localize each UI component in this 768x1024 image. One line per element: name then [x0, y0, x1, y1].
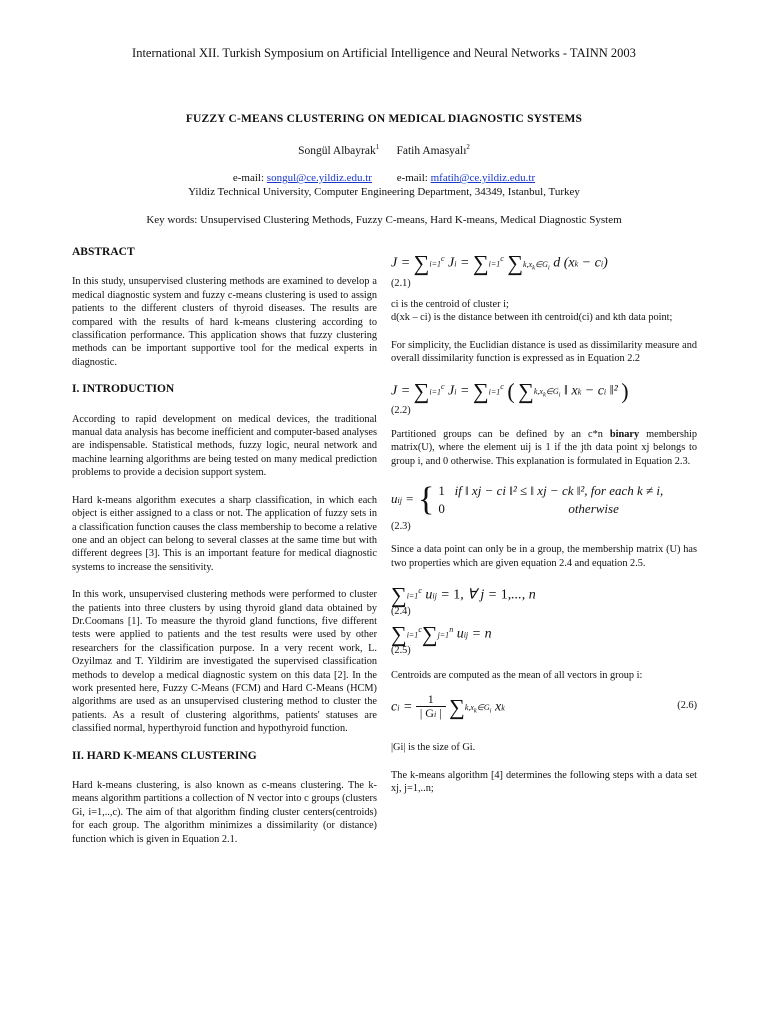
equation-2-6: ci = $\frac{1}{| Gi |}$ $\sum k,x_k\in G_i$ xk: [391, 691, 505, 720]
email-label-2: e-mail:: [396, 172, 428, 184]
email-link-2[interactable]: mfatih@ce.yildiz.edu.tr: [430, 172, 536, 184]
d-definition: d(xk – ci) is the distance between ith centroid(ci) and kth data point;: [391, 312, 673, 324]
emails: [0, 172, 768, 184]
equation-2-1: $J = \sum i=1^c$ $Ji = \sum i=1^c$ $\sum k,x_k\in G_i$ d (xk − ci): [391, 250, 608, 276]
intro-paragraph-2: Hard k-means algorithm executes a sharp classification, in which each object is either assigned to a class or not. The application of fuzzy sets in a classification function causes the class membership to become a relative one and an object can belong to several classes at the same time but with different degrees [3]. This is an important feature for medical diagnostic systems to increase the sensitivity.: [72, 494, 377, 573]
ci-definition: ci is the centroid of cluster i;: [391, 299, 509, 311]
paper-title: FUZZY C-MEANS CLUSTERING ON MEDICAL DIAGNOSTIC SYSTEMS: [185, 113, 583, 125]
eq-2-1-label: (2.1): [391, 277, 411, 289]
email-label-1: e-mail:: [232, 172, 265, 184]
gi-definition: |Gi| is the size of Gi.: [391, 742, 476, 754]
affiliation: Yildiz Technical University, Computer Engineering Department, 34349, Istanbul, Turkey: [188, 186, 580, 198]
author-2: Fatih Amasyalı: [396, 144, 467, 157]
eq-2-3-otherwise: otherwise: [568, 500, 619, 516]
author-1-sup: 1: [375, 143, 380, 151]
equation-2-5: $\sum i=1^c\sum j=1^n$ uij = n: [391, 621, 492, 647]
intro-paragraph-3: In this work, unsupervised clustering methods were performed to cluster the patients into three clusters by using thyroid gland data obtained by Dr.Coomans [1]. To measure the thyroid gland functions, five different tests were applied to patients and the test results were used by other researchers for the classification purpose. In a very recent work, L. Ozyilmaz and T. Yildirim are investigated the supervised classification methods to develop a medical diagnostic system on this data [2]. In the work presented here, Fuzzy C-Means (FCM) and Hard C-Means (HCM) algorithms are used as an unsupervised clustering method to cluster the patients. As a result of clustering algorithms, patients' statuses are classified normal, hyperthyroid function and hypothyroid function.: [72, 589, 377, 735]
equation-2-2: $J = \sum i=1^c$ $Ji = \sum i=1^c$ ( $\sum k,x_k\in G_i$ ‖ xk − ci ‖² ): [391, 378, 629, 404]
abstract-heading: ABSTRACT: [72, 246, 135, 258]
eq-2-3-condition: if ‖ xj − ci ‖² ≤ ‖ xj − ck ‖², for each k ≠ i,: [454, 482, 664, 498]
hkm-heading: II. HARD K-MEANS CLUSTERING: [72, 749, 257, 762]
partition-bold: binary: [609, 428, 640, 440]
centroids-paragraph: Centroids are computed as the mean of all vectors in group i:: [391, 670, 643, 682]
keywords: Key words: Unsupervised Clustering Methods, Fuzzy C-means, Hard K-means, Medical Diagnostic System: [146, 214, 622, 226]
euclid-paragraph: For simplicity, the Euclidian distance is used as dissimilarity measure and overall dissimilarity function is expressed as in Equation 2.2: [391, 339, 697, 365]
hkm-paragraph-1: Hard k-means clustering, is also known as c-means clustering. The k-means algorithm partitions a collection of N vector into c groups (clusters Gi, i=1,..,c). The aim of that algorithm finding cluster centers(centroids) for each group. The algorithm minimizes a dissimilarity (or distance) function which is given in Equation 2.1.: [72, 780, 377, 845]
eq-2-5-label: (2.5): [391, 644, 411, 656]
email-link-1[interactable]: songul@ce.yildiz.edu.tr: [266, 172, 372, 184]
partition-text-b: membership matrix(U), where the element uij is 1 if the jth data point xj belongs to group i, and 0 otherwise. This explanation is formulated in Equation 2.3.: [391, 428, 698, 467]
partition-paragraph: [391, 428, 697, 468]
author-2-sup: 2: [466, 143, 470, 151]
equation-2-4: $\sum i=1^c$ uij = 1, ∀ j = 1,..., n: [391, 582, 536, 608]
abstract-text: In this study, unsupervised clustering methods are examined to develop a medical diagnostic system and fuzzy c-means clustering is used to assign patients to the different clusters of thyroid diseases. The results are compared with the results of hard k-means clustering according to classification performance. This application shows that fuzzy clustering methods can be important supportive tool for the medical experts in diagnostic.: [72, 276, 377, 368]
eq-2-3-label: (2.3): [391, 520, 411, 532]
eq-2-6-label: (2.6): [677, 700, 697, 712]
partition-text-a: Partitioned groups can be defined by an c*n: [391, 428, 603, 440]
eq-2-2-label: (2.2): [391, 405, 411, 417]
conference-header: International XII. Turkish Symposium on Artificial Intelligence and Neural Networks - TAINN 2003: [132, 46, 636, 60]
steps-paragraph: The k-means algorithm [4] determines the following steps with a data set xj, j=1,..n;: [391, 769, 697, 795]
right-column: [391, 246, 697, 810]
intro-heading: I. INTRODUCTION: [72, 383, 175, 396]
authors: [0, 143, 768, 157]
equation-2-3: uij = { 1 if ‖ xj − ci ‖² ≤ ‖ xj − ck ‖², for each k ≠ i, 0 otherwise: [391, 481, 664, 519]
since-paragraph: Since a data point can only be in a group, the membership matrix (U) has two properties which are given equation 2.4 and equation 2.5.: [391, 544, 697, 569]
left-column: [72, 246, 377, 860]
equation-2-6-row: [391, 689, 697, 724]
intro-paragraph-1: According to rapid development on medical devices, the traditional manual data analysis has become inefficient and computer-based analyses are indispensable. Statistical methods, fuzzy logic, neural network and machine learning algorithms are being tested on many medical prediction problems to provide a decision support system.: [72, 413, 377, 479]
author-1: Songül Albayrak: [298, 144, 376, 157]
eq-2-4-label: (2.4): [391, 606, 411, 618]
